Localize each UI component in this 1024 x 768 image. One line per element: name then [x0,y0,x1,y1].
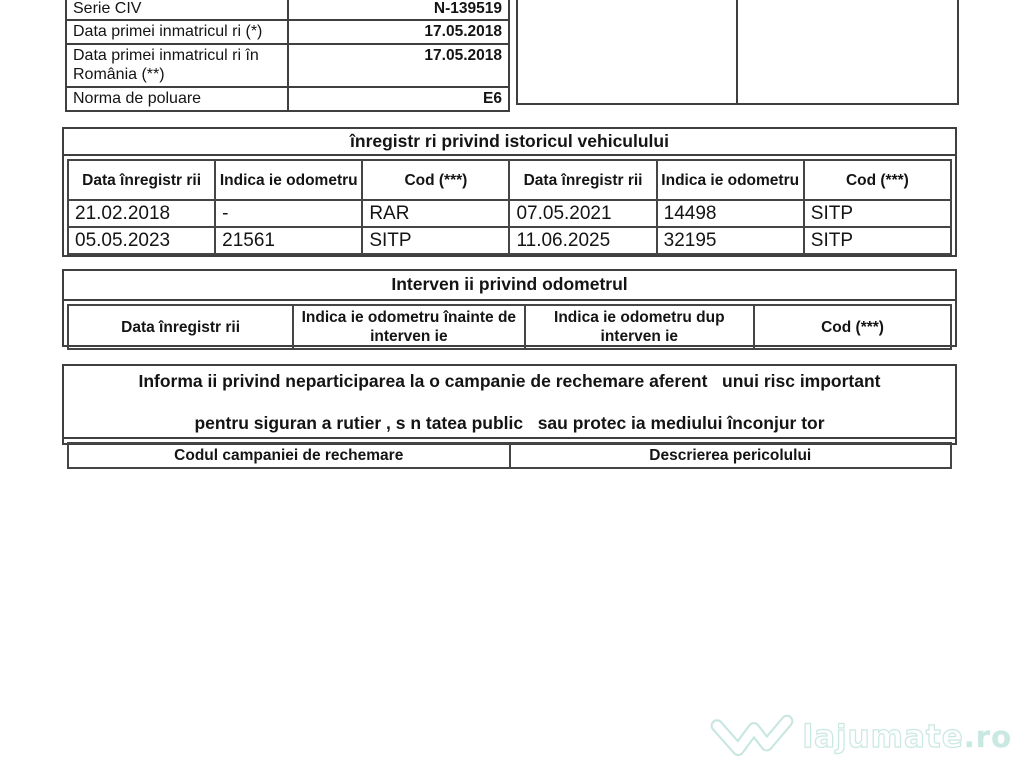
row-label: Serie CIV [66,0,288,20]
table-row [517,0,958,104]
data-cell: - [215,200,362,227]
vehicle-data-table [65,0,510,112]
data-cell: RAR [362,200,509,227]
data-cell: 21561 [215,227,362,254]
data-cell: 11.06.2025 [509,227,656,254]
data-cell: SITP [804,200,951,227]
header-cell: Data înregistr rii [68,305,293,349]
table-header-row [68,305,951,349]
header-cell: Cod (***) [362,160,509,200]
odometer-section-title: Interven ii privind odometrul [64,271,955,301]
data-cell: SITP [804,227,951,254]
history-section [62,127,957,257]
data-cell: 32195 [657,227,804,254]
header-cell: Indica ie odometru [215,160,362,200]
row-value: N-139519 [288,0,509,20]
data-cell: 05.05.2023 [68,227,215,254]
data-cell: 14498 [657,200,804,227]
watermark-brand: lajumate [802,718,964,755]
table-row [66,0,509,20]
history-section-title: înregistr ri privind istoricul vehiculului [64,129,955,156]
header-cell: Cod (***) [804,160,951,200]
header-cell: Indica ie odometru [657,160,804,200]
lajumate-watermark [706,711,1012,762]
row-value: E6 [288,87,509,111]
row-label: Norma de poluare [66,87,288,111]
recall-info-text [64,366,955,439]
history-table [67,159,952,255]
header-cell: Data înregistr rii [68,160,215,200]
watermark-brand-text [802,719,1012,755]
row-label: Data primei inmatricul ri în România (**) [66,44,288,87]
watermark-tld: .ro [963,719,1012,754]
table-header-row [68,160,951,200]
empty-side-table [516,0,959,105]
recall-info-section [62,364,957,464]
header-cell: Indica ie odometru înainte de interven ie [293,305,524,349]
data-cell: SITP [362,227,509,254]
header-cell: Indica ie odometru dup interven ie [525,305,755,349]
table-row [66,44,509,87]
table-row [66,20,509,44]
recall-table [67,442,952,469]
data-cell: 21.02.2018 [68,200,215,227]
table-row [68,227,951,254]
header-cell: Cod (***) [754,305,951,349]
row-label: Data primei inmatricul ri (*) [66,20,288,44]
row-value: 17.05.2018 [288,44,509,87]
recall-info-line2: pentru siguran a rutier , s n tatea public sau protec ia mediului înconjur tor [194,413,825,433]
header-cell: Data înregistr rii [509,160,656,200]
header-cell: Codul campaniei de rechemare [68,443,510,468]
data-cell: 07.05.2021 [509,200,656,227]
row-value: 17.05.2018 [288,20,509,44]
table-row [68,200,951,227]
recall-info-line1: Informa ii privind neparticiparea la o campanie de rechemare aferent unui risc important [138,371,881,391]
empty-cell [517,0,737,104]
empty-cell [737,0,958,104]
odometer-interventions-section [62,269,957,347]
table-header-row [68,443,951,468]
lajumate-logo-icon [706,711,798,762]
odometer-table [67,304,952,350]
table-row [66,87,509,111]
header-cell: Descrierea pericolului [510,443,952,468]
